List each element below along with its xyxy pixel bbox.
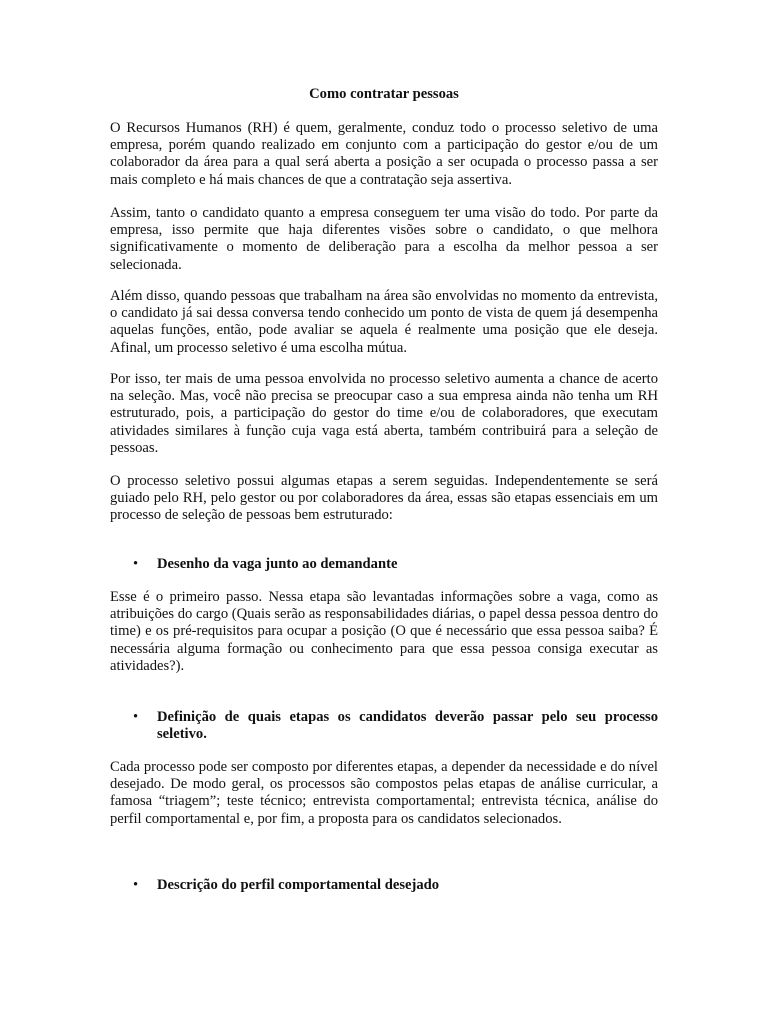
bullet-marker: • [133,556,139,572]
paragraph-intro: O Recursos Humanos (RH) é quem, geralmente, conduz todo o processo seletivo de uma empresa, porém quando realizado em conjunto com a participação do gestor e/ou de um colaborador da área para a qual será aberta a posição a ser ocupada o processo passa a ser mais completo e há mais chances de que a contratação seja assertiva. [110,120,658,188]
bullet-text: Descrição do perfil comportamental desejado [157,877,440,893]
bullet-text: Desenho da vaga junto ao demandante [157,556,398,572]
paragraph-vision: Assim, tanto o candidato quanto a empresa conseguem ter uma visão do todo. Por parte da empresa, isso permite que haja diferentes visões sobre o candidato, o que melhora significativamente o momento de deliberação para a escolha da melhor pessoa a ser selecionada. [110,205,658,273]
paragraph-steps: O processo seletivo possui algumas etapas a serem seguidas. Independentemente se será guiado pelo RH, pelo gestor ou por colaboradores da área, essas são etapas essenciais em um processo de seleção de pessoas bem estruturado: [110,473,658,524]
document-title: Como contratar pessoas [309,86,459,102]
paragraph-first-step: Esse é o primeiro passo. Nessa etapa são levantadas informações sobre a vaga, como as atribuições do cargo (Quais serão as responsabilidades diárias, o papel dessa pessoa dentro do time) e os pré-requisitos para ocupar a posição (O que é necessário que essa pessoa saiba? É necessária alguma formação ou conhecimento para que essa pessoa consiga executar as atividades?). [110,589,658,674]
bullet-marker: • [133,877,139,893]
paragraph-process-stages: Cada processo pode ser composto por diferentes etapas, a depender da necessidade e do nível desejado. De modo geral, os processos são compostos pelas etapas de análise curricular, a famosa “triagem”; teste técnico; entrevista comportamental; entrevista técnica, análise do perfil comportamental e, por fim, a proposta para os candidatos selecionados. [110,759,658,827]
paragraph-interview: Além disso, quando pessoas que trabalham na área são envolvidas no momento da entrevista, o candidato já sai dessa conversa tendo conhecido um ponto de vista de quem já desempenha aquelas funções, então, pode avaliar se aquela é realmente uma posição que ele deseja. Afinal, um processo seletivo é uma escolha mútua. [110,288,658,356]
bullet-marker: • [133,709,139,725]
bullet-text: Definição de quais etapas os candidatos deverão passar pelo seu processo seletivo. [157,709,658,743]
paragraph-selection: Por isso, ter mais de uma pessoa envolvida no processo seletivo aumenta a chance de acerto na seleção. Mas, você não precisa se preocupar caso a sua empresa ainda não tenha um RH estruturado, pois, a participação do gestor do time e/ou de colaboradores, que executam atividades similares à função cuja vaga está aberta, também contribuirá para a seleção de pessoas. [110,371,658,456]
